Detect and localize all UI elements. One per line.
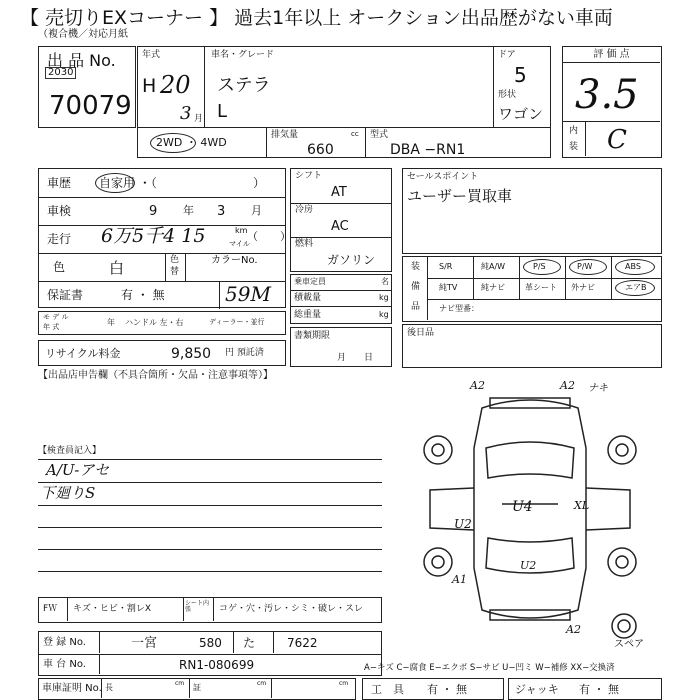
mark-a2-front-left: A2 (470, 379, 485, 392)
interior-score: C (607, 125, 627, 155)
tools-value: 有 ・ 無 (427, 683, 467, 696)
recycle-label: リサイクル料金 (45, 347, 121, 360)
cert-cm-2: cm (257, 680, 267, 687)
equip-power-steering: P/S (533, 262, 546, 271)
mileage-value: 6万5千4 15 (101, 225, 206, 247)
mark-u2-left: U2 (454, 517, 472, 531)
inspection-label: 車検 (47, 204, 72, 218)
recycle-unit: 円 預託済 (225, 348, 264, 358)
model-label: 車名・グレード (211, 50, 275, 60)
inspection-month: 3 (217, 204, 226, 219)
inspector-label: 【検査員記入】 (38, 446, 102, 456)
registration-city: 一宮 (131, 636, 158, 651)
sales-point-box (402, 168, 662, 254)
late-items-box (402, 324, 662, 368)
warranty-note: 59M (225, 282, 271, 306)
history-value: 自家用 ・（ (99, 176, 157, 190)
color-change-label-2: 替 (170, 267, 180, 277)
cert-a: 長 (105, 683, 113, 692)
interior-label-1: 内 (569, 126, 579, 136)
lot-label: 出 品 No. (47, 51, 116, 70)
defects-items-2: コゲ・穴・汚レ・シミ・破レ・スレ (219, 604, 364, 614)
jack-row (508, 678, 662, 700)
shape-value: ワゴン (498, 105, 544, 123)
registration-class: 580 (199, 636, 222, 650)
door-label: ドア (498, 50, 516, 60)
inspection-year-unit: 年 (183, 204, 194, 217)
details-box (38, 168, 291, 308)
registration-kana: た (243, 636, 256, 650)
handle-side: ハンドル 左・右 (125, 318, 184, 327)
equip-leather: 革シート (525, 283, 557, 292)
expiry-unit: 月 日 (337, 353, 374, 363)
door-box (493, 46, 551, 128)
equipment-label-2: 備 (411, 282, 421, 292)
cert-b: 証 (193, 683, 201, 692)
weight-label: 総重量 (294, 310, 322, 320)
drive-box (137, 127, 267, 158)
cert-label: 車庫証明 No. (42, 683, 102, 694)
equipment-label-1: 装 (411, 262, 421, 272)
model-year-unit: 年 (107, 318, 115, 327)
mark-a2-rear: A2 (566, 623, 581, 636)
lot-small: 2030 (45, 67, 76, 79)
mark-a1-rear-left: A1 (452, 573, 467, 586)
tools-label: 工 具 (371, 683, 404, 696)
defect-legend: A−キズ C−腐食 E−エクボ S−サビ U−凹ミ W−補修 XX−交換済 (364, 663, 615, 673)
recycle-value: 9,850 (171, 346, 212, 362)
expiry-label: 書類期限 (294, 331, 331, 341)
load-label: 積載量 (294, 293, 322, 303)
fuel-value: ガソリン (327, 253, 376, 267)
equipment-box (402, 256, 662, 322)
year-month: 3 (180, 103, 192, 124)
equip-navi: 純ナビ (481, 283, 505, 292)
cert-row (38, 678, 356, 700)
type-label: 型式 (370, 130, 389, 140)
year-value: 20 (160, 71, 191, 99)
chassis-row (38, 654, 382, 676)
mark-xl-right: XL (574, 499, 590, 512)
mileage-unit-km: km (235, 226, 248, 235)
cert-cm-1: cm (175, 680, 185, 687)
model-name: ステラ (217, 75, 271, 96)
chassis-label: 車 台 No. (43, 659, 86, 670)
model-grade: L (217, 101, 228, 122)
equip-airbag: エアB (625, 283, 647, 292)
shift-value: AT (331, 185, 347, 200)
color-value: 白 (109, 259, 125, 277)
tools-row (362, 678, 504, 700)
load-unit: kg (379, 293, 389, 302)
color-code-label: カラーNo. (211, 255, 258, 266)
defects-fw: FＷ (43, 604, 58, 614)
defects-items: キズ・ヒビ・割レX (73, 604, 151, 614)
mark-naki: ナキ (588, 383, 608, 394)
equip-tv: 純TV (439, 283, 458, 292)
registration-label: 登 録 No. (43, 637, 86, 648)
equipment-label-3: 品 (411, 302, 421, 312)
registration-number: 7622 (287, 636, 318, 650)
sales-point-value: ユーザー買取車 (407, 187, 513, 205)
model-year-label-2: 年 式 (43, 323, 60, 331)
year-era: H (142, 75, 157, 97)
shift-label: シフト (295, 171, 323, 181)
year-label: 年式 (142, 50, 161, 60)
shape-label: 形状 (498, 90, 517, 100)
model-box (204, 46, 494, 128)
spare-label: スペア (614, 639, 644, 650)
mileage-label: 走行 (47, 232, 72, 246)
engine-box (266, 127, 366, 158)
dealer-import: ディーラー・並行 (209, 318, 265, 326)
seats-unit: 名 (381, 277, 389, 286)
mark-u4-roof: U4 (512, 499, 533, 515)
recycle-box (38, 340, 286, 366)
seats-label: 乗車定員 (294, 277, 326, 286)
model-year-label-1: モ デ ル (43, 313, 69, 321)
equip-navi-model: ナビ型番： (439, 304, 479, 313)
shift-box (290, 168, 392, 272)
top-cut-text: （複合機／対応月紙 (38, 29, 128, 40)
inspector-note-1: A/U-アセ (46, 461, 110, 479)
equip-abs: ABS (625, 262, 641, 271)
warranty-value: 有 ・ 無 (121, 288, 165, 302)
seller-report-label: 【出品店申告欄（不具合箇所・欠品・注意事項等）】 (38, 370, 273, 381)
warranty-label: 保証書 (47, 288, 84, 302)
ac-value: AC (331, 219, 349, 234)
engine-value: 660 (307, 142, 334, 158)
history-label: 車歴 (47, 176, 72, 190)
jack-value: 有 ・ 無 (579, 683, 619, 696)
expiry-box (290, 327, 392, 367)
history-close: ） (253, 176, 266, 190)
color-label: 色 (53, 260, 66, 274)
score-label: 評 価 点 (563, 47, 660, 63)
model-year-box (38, 311, 286, 335)
weight-unit: kg (379, 310, 389, 319)
score-box (562, 46, 662, 158)
capacity-box (290, 274, 392, 324)
equip-alloy-wheel: 純A/W (481, 262, 506, 271)
sales-point-label: セールスポイント (407, 172, 479, 182)
lot-number: 70079 (49, 91, 132, 121)
inspection-year: 9 (149, 204, 158, 219)
year-box (137, 46, 205, 128)
inspector-note-2: 下廻りS (40, 484, 96, 502)
mark-a2-front-right: A2 (560, 379, 575, 392)
ac-label: 冷房 (295, 205, 314, 215)
drive-options: 2WD ・ 4WD (156, 136, 227, 149)
mark-u2-rear: U2 (520, 559, 537, 572)
inspection-month-unit: 月 (251, 204, 262, 217)
banner-title: 【 売切りEXコーナー 】 過去1年以上 オークション出品歴がない車両 (20, 7, 613, 29)
equip-sunroof: S/R (439, 262, 453, 271)
engine-unit: cc (351, 130, 359, 138)
chassis-value: RN1-080699 (179, 658, 255, 672)
type-value: DBA −RN1 (390, 142, 466, 158)
cert-cm-3: cm (339, 680, 349, 687)
score-value: 3.5 (575, 72, 639, 118)
door-value: 5 (514, 63, 527, 87)
registration-row (38, 631, 382, 655)
jack-label: ジャッキ (515, 683, 559, 696)
late-items-label: 後日品 (407, 328, 435, 338)
equip-power-window: P/W (577, 262, 593, 271)
year-month-unit: 月 (194, 114, 204, 124)
defects-row (38, 597, 382, 623)
engine-label: 排気量 (271, 130, 299, 140)
equip-ext-navi: 外ナビ (571, 283, 595, 292)
defects-sheet: シート内張 (185, 600, 210, 613)
mileage-paren: （ ） (247, 230, 291, 243)
lot-number-box (38, 46, 136, 128)
interior-label-2: 装 (569, 142, 579, 152)
type-box (365, 127, 551, 158)
fuel-label: 燃料 (295, 239, 314, 249)
color-change-label-1: 色 (170, 255, 180, 265)
mileage-unit-mile: マイル (229, 240, 250, 248)
